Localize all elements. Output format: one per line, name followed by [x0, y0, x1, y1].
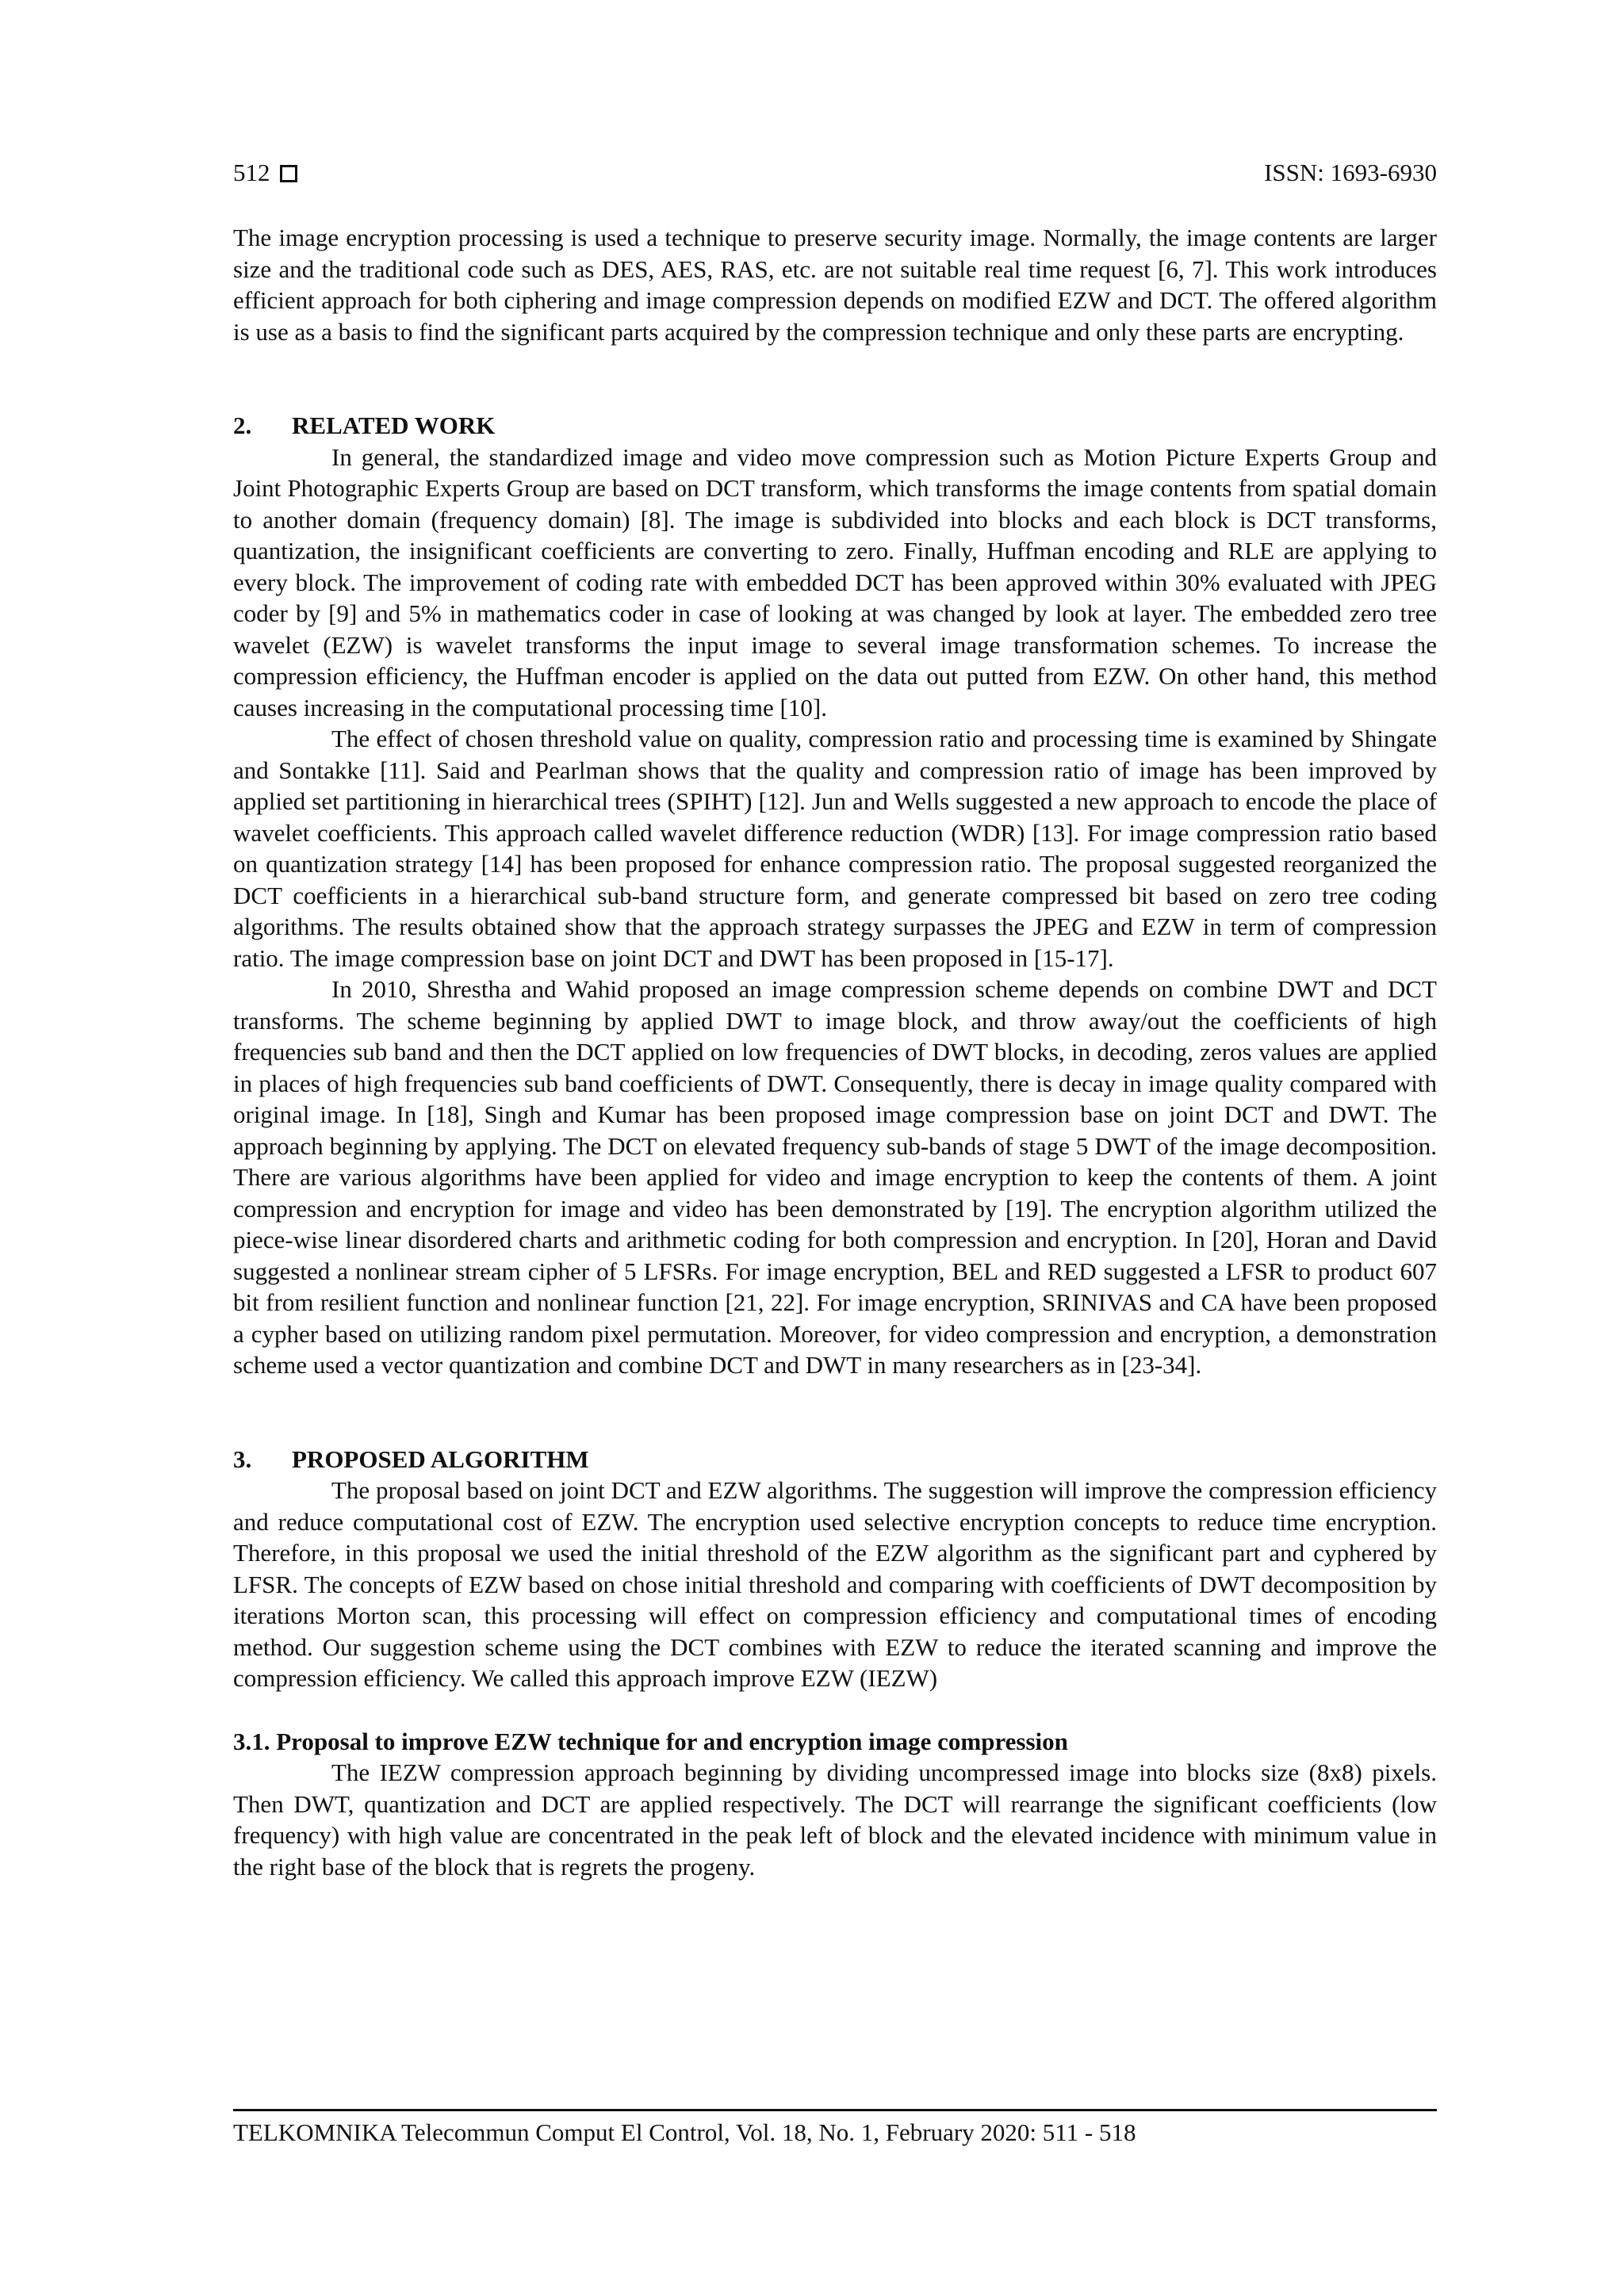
related-work-paragraph-2: The effect of chosen threshold value on quality, compression ratio and processing time is examined by Shingate and Sontakke [11]. Said and Pearlman shows that the quality and compression ratio of image has been improved by applied set partitioning in hierarchical trees (SPIHT) [12]. Jun and Wells suggested a new approach to encode the place of wavelet coefficients. This approach called wavelet difference reduction (WDR) [13]. For image compression ratio based on quantization strategy [14] has been proposed for enhance compression ratio. The proposal suggested reorganized the DCT coefficients in a hierarchical sub-band structure form, and generate compressed bit based on zero tree coding algorithms. The results obtained show that the approach strategy surpasses the JPEG and EZW in term of compression ratio. The image compression base on joint DCT and DWT has been proposed in [15-17]. [233, 725, 1437, 972]
running-footer-citation: TELKOMNIKA Telecommun Comput El Control, Vol. 18, No. 1, February 2020: 511 - 518 [233, 2118, 1136, 2146]
running-header [233, 155, 1437, 190]
square-bullet-icon [280, 165, 297, 182]
proposed-algorithm-paragraph: The proposal based on joint DCT and EZW algorithms. The suggestion will improve the compression efficiency and reduce computational cost of EZW. The encryption used selective encryption concepts to reduce time encryption. Therefore, in this proposal we used the initial threshold of the EZW algorithm as the significant part and cyphered by LFSR. The concepts of EZW based on chose initial threshold and comparing with coefficients of DWT decomposition by iterations Morton scan, this processing will effect on compression efficiency and computational times of encoding method. Our suggestion scheme using the DCT combines with EZW to reduce the iterated scanning and improve the compression efficiency. We called this approach improve EZW (IEZW) [233, 1476, 1437, 1692]
page-number: 512 [233, 159, 270, 186]
subsection-heading-3-1: 3.1. Proposal to improve EZW technique for and encryption image compression [233, 1727, 1068, 1755]
intro-paragraph: The image encryption processing is used a technique to preserve security image. Normally, the image contents are larger size and the traditional code such as DES, AES, RAS, etc. are not suitable real time request [6, 7]. This work introduces efficient approach for both ciphering and image compression depends on modified EZW and DCT. The offered algorithm is use as a basis to find the significant parts acquired by the compression technique and only these parts are encrypting. [233, 224, 1437, 346]
subsection-3-1-paragraph: The IEZW compression approach beginning by dividing uncompressed image into blocks size (8x8) pixels. Then DWT, quantization and DCT are applied respectively. The DCT will rearrange the significant coefficients (low frequency) with high value are concentrated in the peak left of block and the elevated incidence with minimum value in the right base of the block that is regrets the progeny. [233, 1758, 1437, 1881]
body-text [233, 222, 1437, 1882]
issn-label: ISSN: 1693-6930 [1264, 159, 1437, 186]
related-work-paragraph-1: In general, the standardized image and video move compression such as Motion Picture Experts Group and Joint Photographic Experts Group are based on DCT transform, which transforms the image contents from spatial domain to another domain (frequency domain) [8]. The image is subdivided into blocks and each block is DCT transforms, quantization, the insignificant coefficients are converting to zero. Finally, Huffman encoding and RLE are applying to every block. The improvement of coding rate with embedded DCT has been approved within 30% evaluated with JPEG coder by [9] and 5% in mathematics coder in case of looking at was changed by look at layer. The embedded zero tree wavelet (EZW) is wavelet transforms the input image to several image transformation schemes. To increase the compression efficiency, the Huffman encoder is applied on the data out putted from EZW. On other hand, this method causes increasing in the computational processing time [10]. [233, 442, 1437, 721]
section-heading-proposed-algorithm: 3. PROPOSED ALGORITHM [233, 1445, 589, 1473]
footer-divider [233, 2109, 1437, 2111]
section-heading-related-work: 2. RELATED WORK [233, 411, 496, 439]
related-work-paragraph-3: In 2010, Shrestha and Wahid proposed an image compression scheme depends on combine DWT and DCT transforms. The scheme beginning by applied DWT to image block, and throw away/out the coefficients of high frequencies sub band and then the DCT applied on low frequencies of DWT blocks, in decoding, zeros values are applied in places of high frequencies sub band coefficients of DWT. Consequently, there is decay in image quality compared with original image. In [18], Singh and Kumar has been proposed image compression base on joint DCT and DWT. The approach beginning by applying. The DCT on elevated frequency sub-bands of stage 5 DWT of the image decomposition. There are various algorithms have been applied for video and image encryption to keep the contents of them. A joint compression and encryption for image and video has been demonstrated by [19]. The encryption algorithm utilized the piece-wise linear disordered charts and arithmetic coding for both compression and encryption. In [20], Horan and David suggested a nonlinear stream cipher of 5 LFSRs. For image encryption, BEL and RED suggested a LFSR to product 607 bit from resilient function and nonlinear function [21, 22]. For image encryption, SRINIVAS and CA have been proposed a cypher based on utilizing random pixel permutation. Moreover, for video compression and encryption, a demonstration scheme used a vector quantization and combine DCT and DWT in many researchers as in [23-34]. [233, 975, 1437, 1379]
